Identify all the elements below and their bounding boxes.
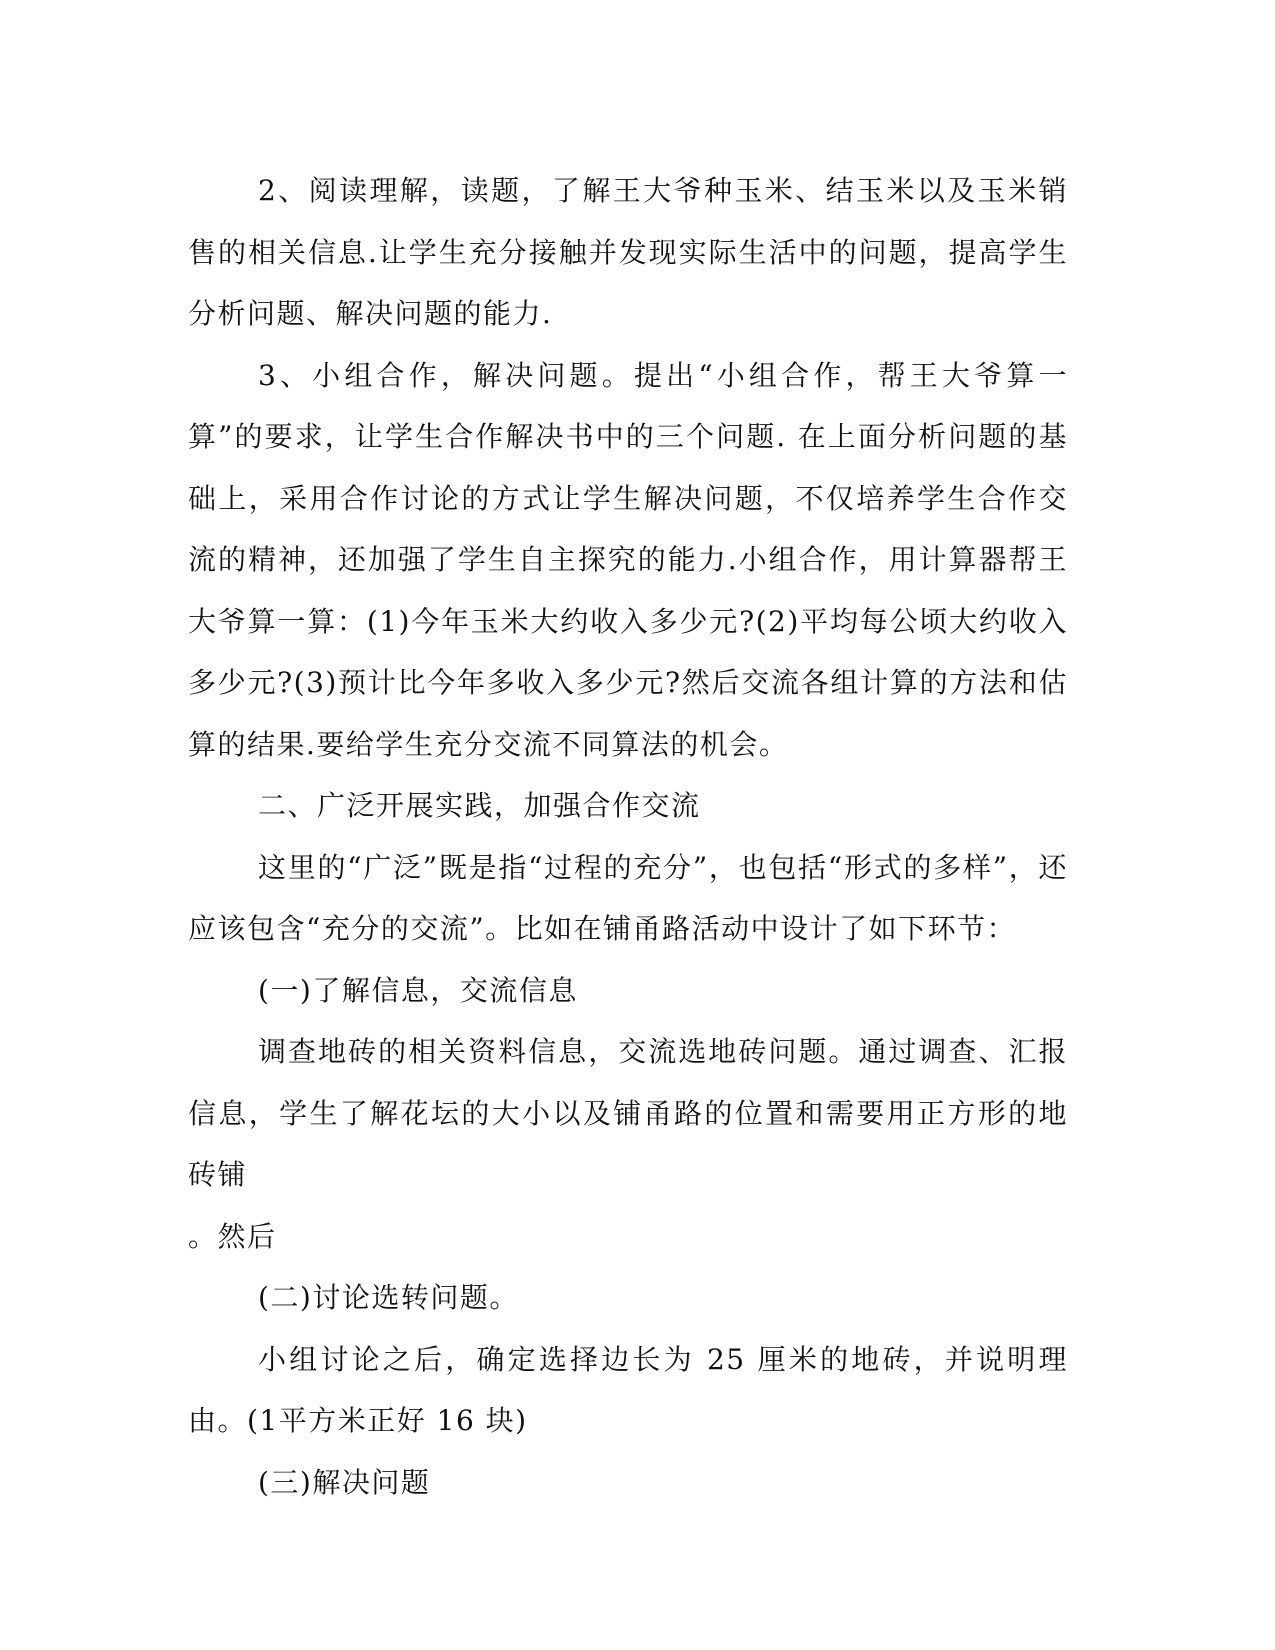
document-body: [188, 160, 1068, 1513]
paragraph-broad-explanation: 这里的“广泛”既是指“过程的充分”，也包括“形式的多样”，还应该包含“充分的交流”。比如在铺甬路活动中设计了如下环节：: [188, 850, 1068, 945]
subheading-discuss-tiles: (二)讨论选转问题。: [258, 1281, 519, 1314]
subheading-understand-info: (一)了解信息，交流信息: [258, 973, 578, 1007]
paragraph-then-fragment: 。然后: [188, 1219, 277, 1253]
subheading-solve-problem: (三)解决问题: [258, 1465, 431, 1499]
section-heading-practice: 二、广泛开展实践，加强合作交流: [258, 789, 701, 822]
paragraph-tile-choice: 小组讨论之后，确定选择边长为 25 厘米的地砖，并说明理由。(1平方米正好 16 块): [188, 1342, 1068, 1437]
paragraph-group-cooperation: 3、小组合作，解决问题。提出“小组合作，帮王大爷算一算”的要求，让学生合作解决书中的三个问题. 在上面分析问题的基础上，采用合作讨论的方式让学生解决问题，不仅培养学生合作交流的精神，还加强了学生自主探究的能力.小组合作，用计算器帮王大爷算一算：(1)今年玉米大约收入多少元?(2)平均每公顷大约收入多少元?(3)预计比今年多收入多少元?然后交流各组计算的方法和估算的结果.要给学生充分交流不同算法的机会。: [188, 358, 1068, 761]
paragraph-survey-tiles: 调查地砖的相关资料信息，交流选地砖问题。通过调查、汇报信息，学生了解花坛的大小以及铺甬路的位置和需要用正方形的地砖铺: [188, 1035, 1068, 1191]
paragraph-reading-comprehension: 2、阅读理解，读题，了解王大爷种玉米、结玉米以及玉米销售的相关信息.让学生充分接触并发现实际生活中的问题，提高学生分析问题、解决问题的能力.: [188, 174, 1068, 330]
